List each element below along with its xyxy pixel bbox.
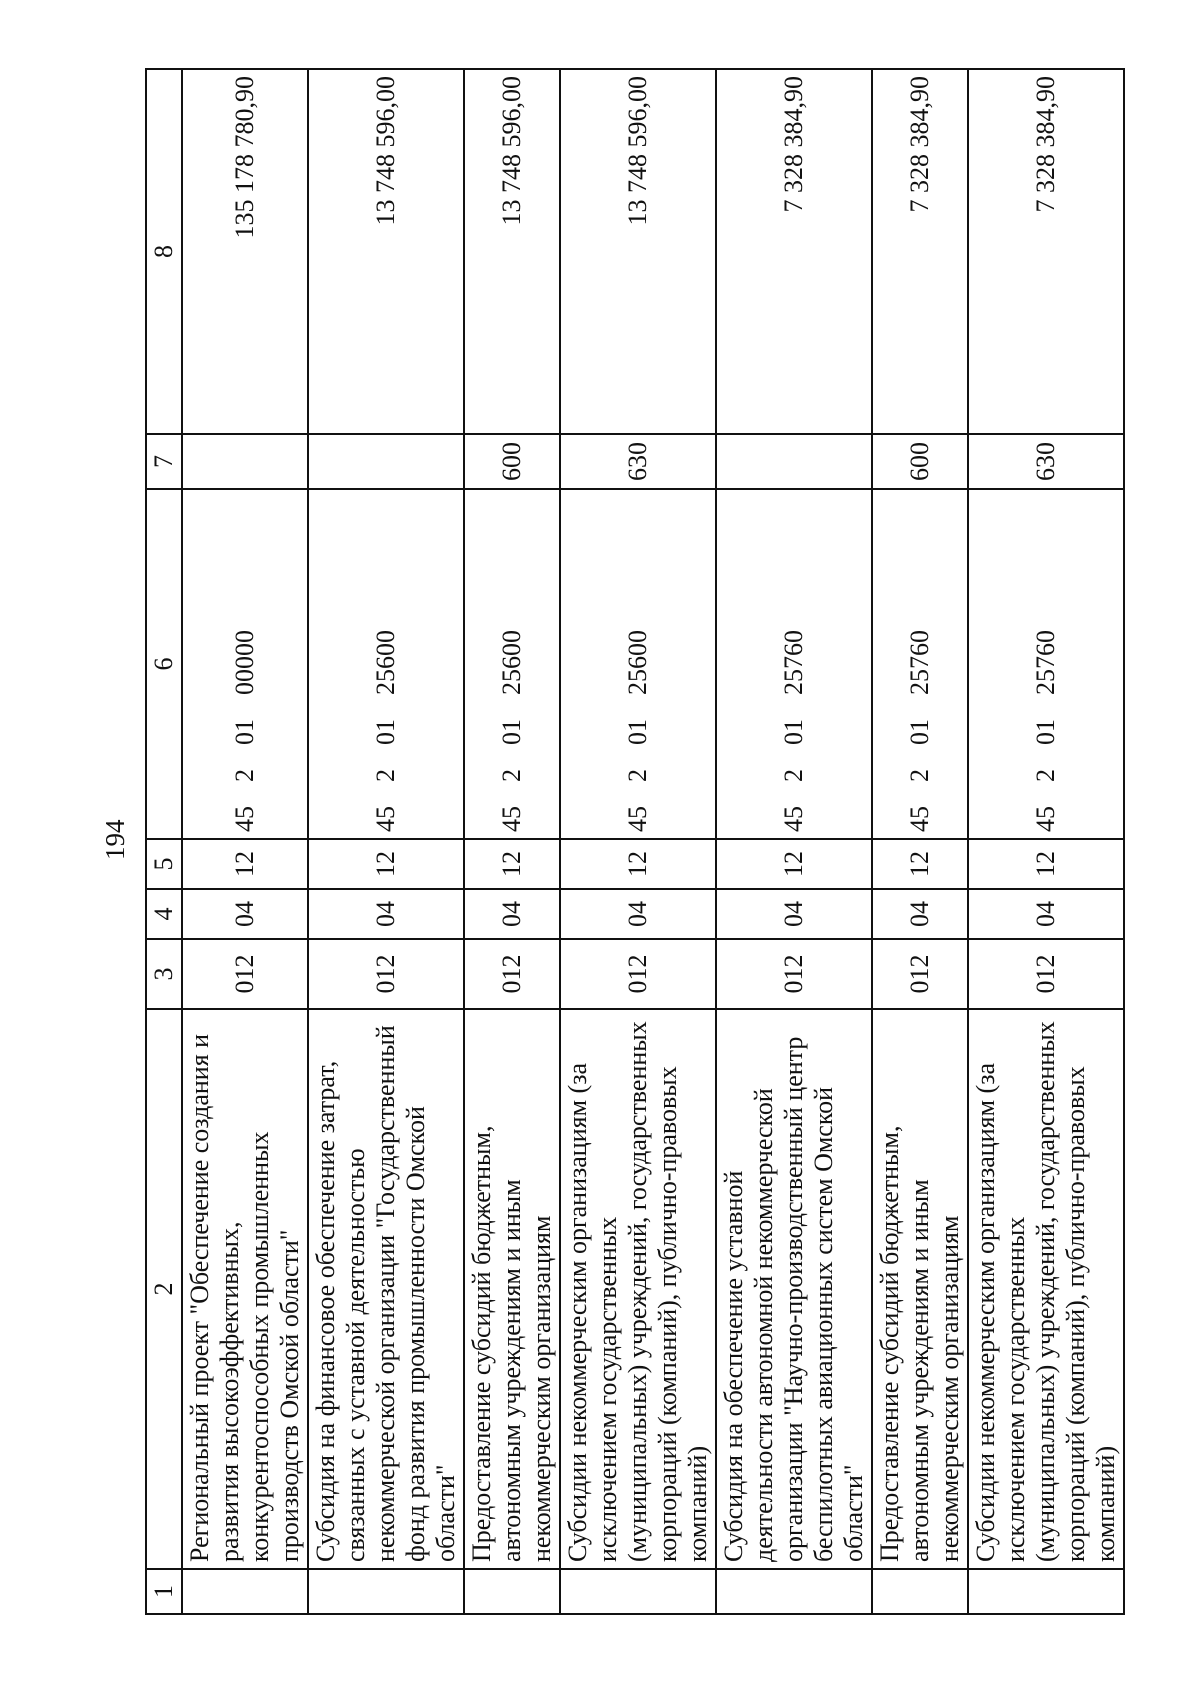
row-description: Региональный проект "Обеспечение создания и развития высокоэффективных, конкурентоспособных промышленных производств Омской области": [182, 1009, 308, 1569]
column-header: 5: [146, 839, 182, 889]
code-event: 01: [230, 719, 259, 745]
row-number: [308, 1569, 464, 1614]
table-row: [716, 69, 872, 1614]
table-row: [968, 69, 1124, 1614]
row-number: [716, 1569, 872, 1614]
code-program: 45: [779, 806, 808, 832]
row-number: [182, 1569, 308, 1614]
admin-code: 012: [872, 939, 968, 1009]
code-program: 45: [905, 806, 934, 832]
section-code: 04: [716, 889, 872, 939]
section-code: 04: [872, 889, 968, 939]
target-code: [968, 489, 1124, 839]
expense-type: [308, 434, 464, 489]
target-code: [464, 489, 560, 839]
code-event: 01: [905, 719, 934, 745]
admin-code: 012: [716, 939, 872, 1009]
admin-code: 012: [308, 939, 464, 1009]
code-direction: 25600: [371, 630, 400, 695]
target-code: [308, 489, 464, 839]
code-direction: 25760: [779, 630, 808, 695]
admin-code: 012: [560, 939, 716, 1009]
code-program: 45: [1031, 806, 1060, 832]
row-number: [872, 1569, 968, 1614]
subsection-code: 12: [308, 839, 464, 889]
row-number: [560, 1569, 716, 1614]
code-program: 45: [371, 806, 400, 832]
expense-type: 600: [464, 434, 560, 489]
table-row: [872, 69, 968, 1614]
target-code: [182, 489, 308, 839]
code-subprogram: 2: [497, 769, 526, 782]
row-description: Субсидии некоммерческим организациям (за исключением государственных (муниципальных) учреждений, государственных корпораций (компаний), публично-правовых компаний): [968, 1009, 1124, 1569]
table-row: [182, 69, 308, 1614]
section-code: 04: [308, 889, 464, 939]
amount: 13 748 596,00: [560, 69, 716, 434]
page-number: 194: [100, 819, 130, 860]
expense-type: 630: [560, 434, 716, 489]
amount: 7 328 384,90: [968, 69, 1124, 434]
amount: 7 328 384,90: [872, 69, 968, 434]
expense-type: [182, 434, 308, 489]
table-row: [308, 69, 464, 1614]
column-header: 6: [146, 489, 182, 839]
amount: 13 748 596,00: [308, 69, 464, 434]
code-event: 01: [371, 719, 400, 745]
code-direction: 25760: [905, 630, 934, 695]
column-header: 2: [146, 1009, 182, 1569]
code-event: 01: [1031, 719, 1060, 745]
amount: 135 178 780,90: [182, 69, 308, 434]
row-description: Субсидия на финансовое обеспечение затрат, связанных с уставной деятельностью некоммерческой организации "Государственный фонд развития промышленности Омской области": [308, 1009, 464, 1569]
code-program: 45: [230, 806, 259, 832]
section-code: 04: [968, 889, 1124, 939]
code-direction: 25600: [623, 630, 652, 695]
rotated-table-container: [145, 70, 1120, 1615]
code-subprogram: 2: [371, 769, 400, 782]
row-description: Субсидии некоммерческим организациям (за исключением государственных (муниципальных) учреждений, государственных корпораций (компаний), публично-правовых компаний): [560, 1009, 716, 1569]
section-code: 04: [464, 889, 560, 939]
target-code: [716, 489, 872, 839]
subsection-code: 12: [560, 839, 716, 889]
row-description: Предоставление субсидий бюджетным, автономным учреждениям и иным некоммерческим организациям: [872, 1009, 968, 1569]
code-direction: 25760: [1031, 630, 1060, 695]
table-row: [560, 69, 716, 1614]
subsection-code: 12: [716, 839, 872, 889]
column-header: 7: [146, 434, 182, 489]
admin-code: 012: [968, 939, 1124, 1009]
code-direction: 25600: [497, 630, 526, 695]
code-program: 45: [497, 806, 526, 832]
section-code: 04: [560, 889, 716, 939]
column-header: 1: [146, 1569, 182, 1614]
code-direction: 00000: [230, 630, 259, 695]
column-header: 4: [146, 889, 182, 939]
target-code: [872, 489, 968, 839]
row-description: Предоставление субсидий бюджетным, автономным учреждениям и иным некоммерческим организациям: [464, 1009, 560, 1569]
code-program: 45: [623, 806, 652, 832]
subsection-code: 12: [182, 839, 308, 889]
subsection-code: 12: [872, 839, 968, 889]
code-event: 01: [497, 719, 526, 745]
row-description: Субсидия на обеспечение уставной деятельности автономной некоммерческой организации "Научно-производственный центр беспилотных авиационных систем Омской области": [716, 1009, 872, 1569]
code-subprogram: 2: [779, 769, 808, 782]
table-row: [464, 69, 560, 1614]
row-number: [968, 1569, 1124, 1614]
column-header: 3: [146, 939, 182, 1009]
amount: 7 328 384,90: [716, 69, 872, 434]
admin-code: 012: [182, 939, 308, 1009]
code-event: 01: [779, 719, 808, 745]
row-number: [464, 1569, 560, 1614]
expense-type: 600: [872, 434, 968, 489]
subsection-code: 12: [464, 839, 560, 889]
code-subprogram: 2: [1031, 769, 1060, 782]
code-event: 01: [623, 719, 652, 745]
code-subprogram: 2: [230, 769, 259, 782]
expense-type: 630: [968, 434, 1124, 489]
column-header: 8: [146, 69, 182, 434]
section-code: 04: [182, 889, 308, 939]
target-code: [560, 489, 716, 839]
budget-table: [145, 68, 1125, 1615]
expense-type: [716, 434, 872, 489]
admin-code: 012: [464, 939, 560, 1009]
subsection-code: 12: [968, 839, 1124, 889]
code-subprogram: 2: [905, 769, 934, 782]
header-row: [146, 69, 182, 1614]
amount: 13 748 596,00: [464, 69, 560, 434]
code-subprogram: 2: [623, 769, 652, 782]
